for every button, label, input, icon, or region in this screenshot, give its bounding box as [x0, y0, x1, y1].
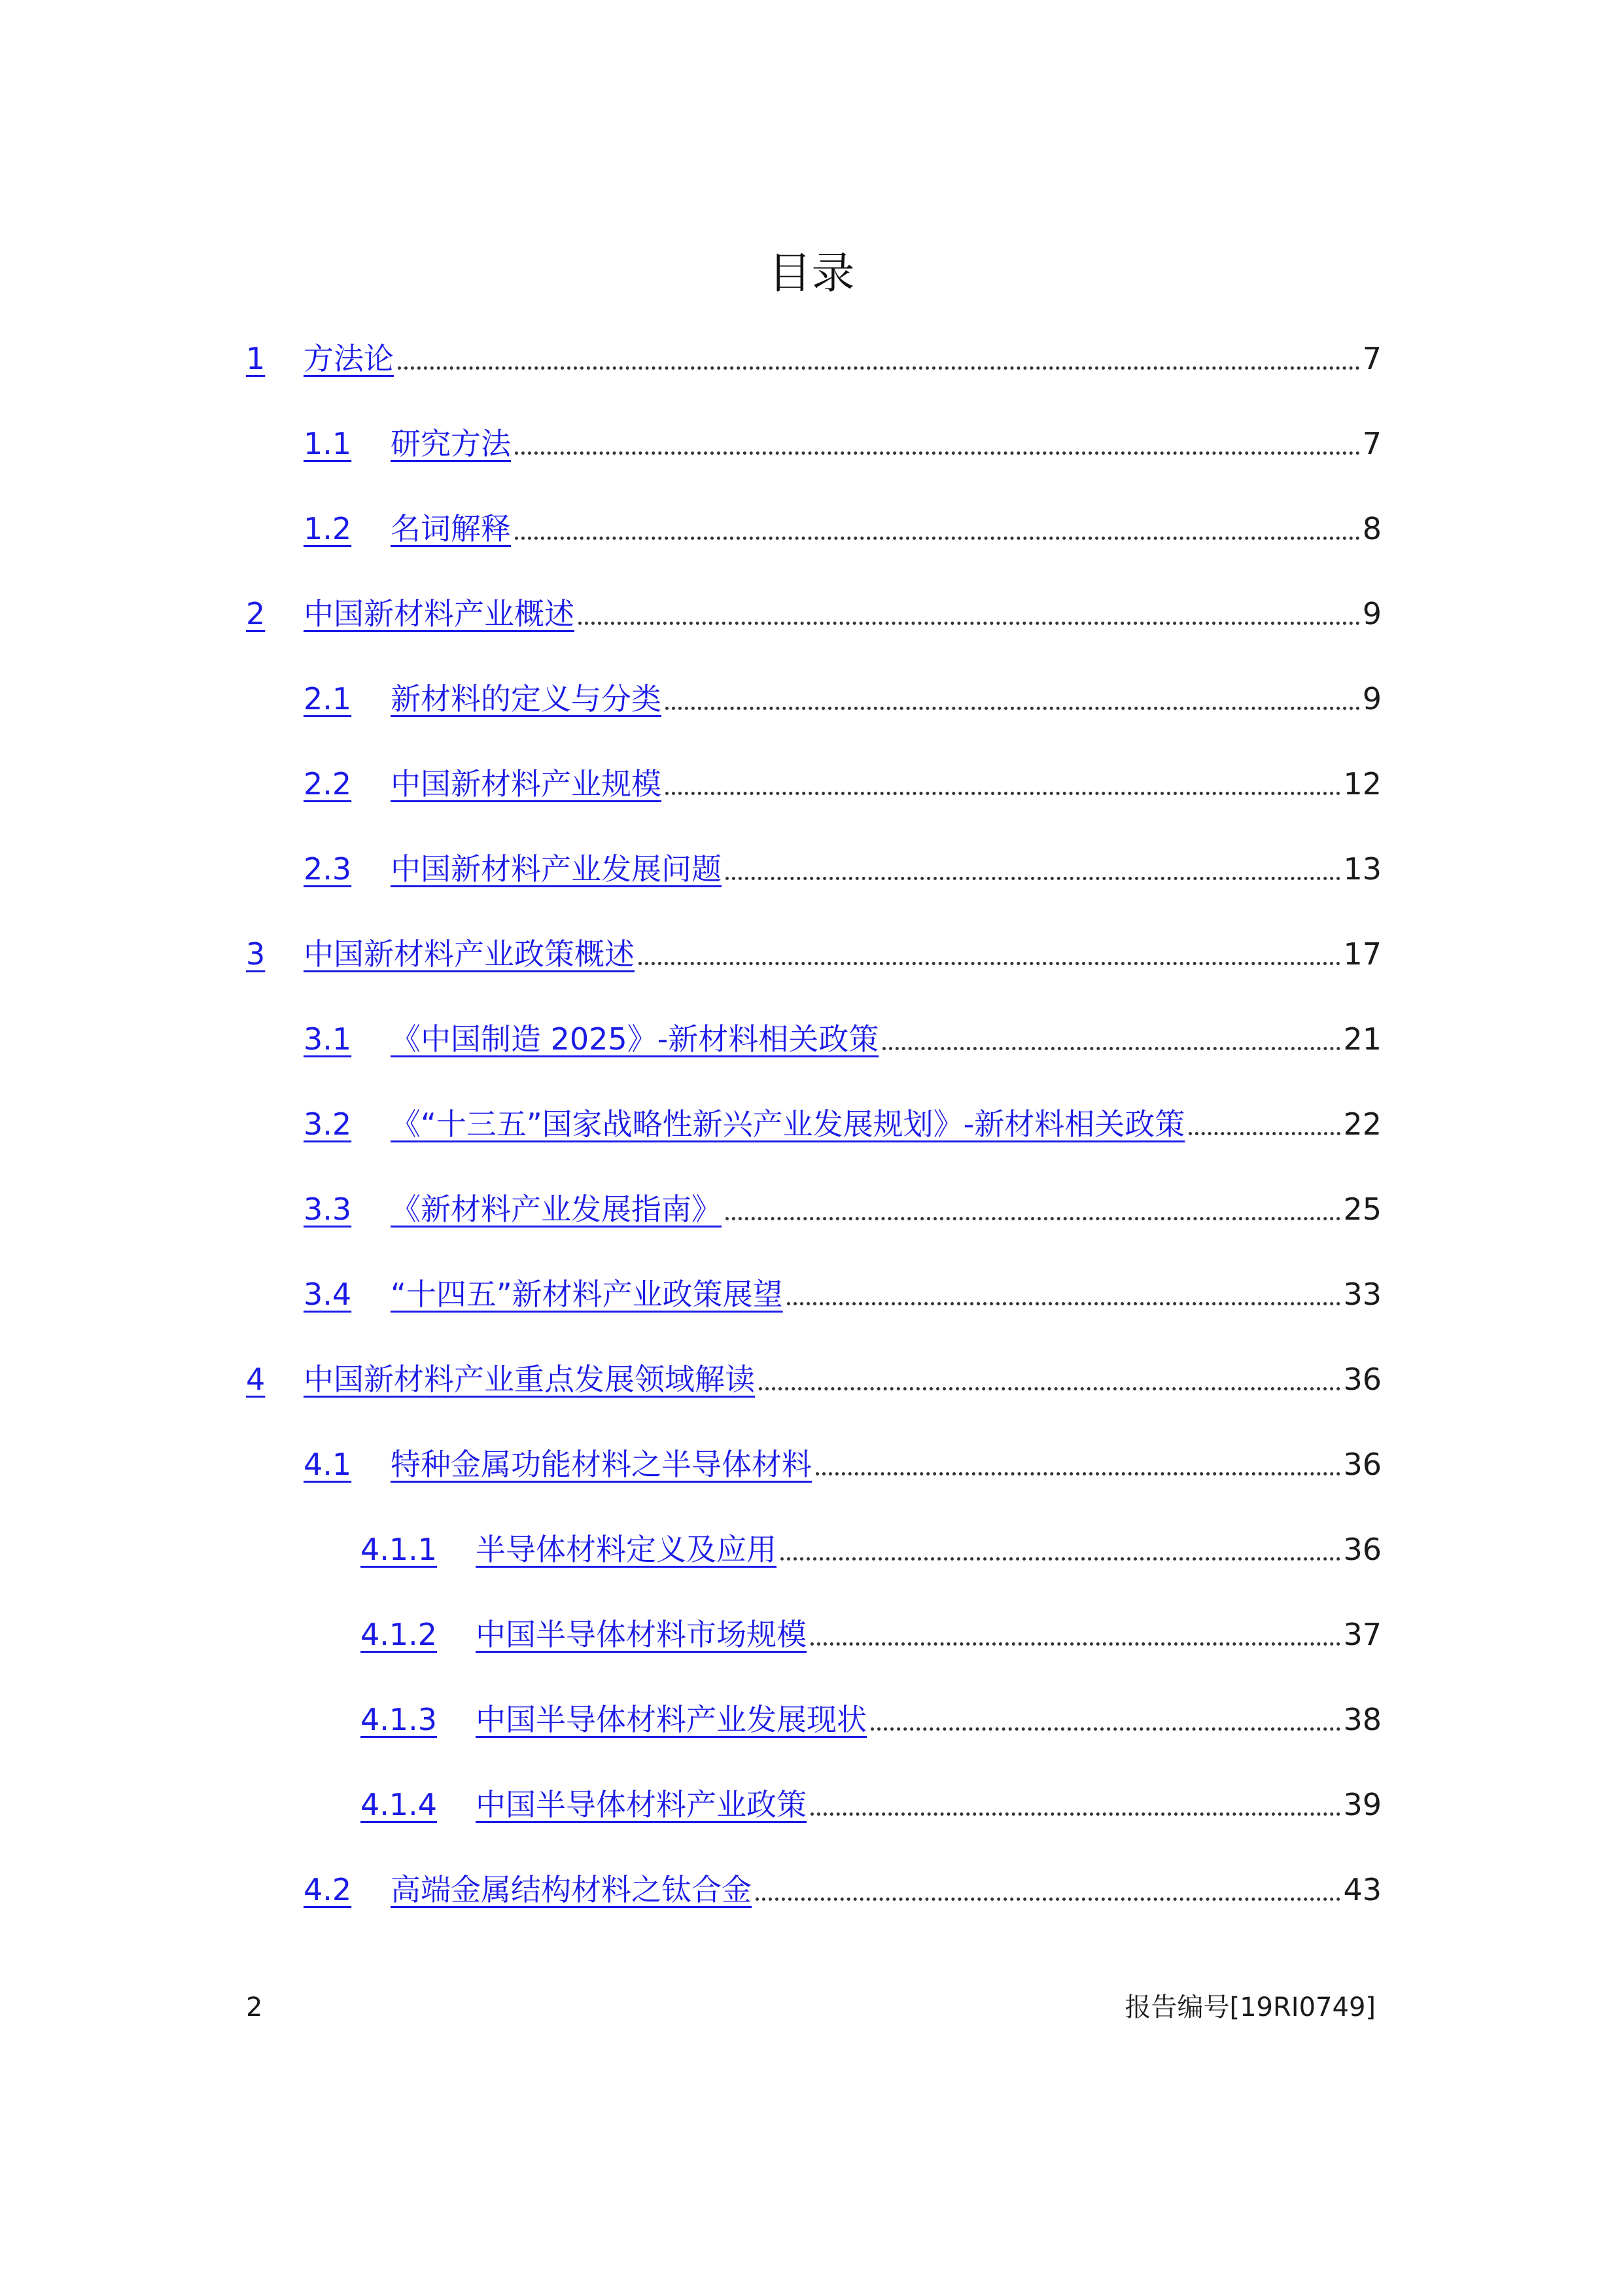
toc-entry-4-1-2[interactable] [360, 1610, 1382, 1654]
toc-entry-number[interactable]: 4 [246, 1362, 266, 1397]
toc-entry-page: 7 [1362, 426, 1382, 461]
footer-report-id: 报告编号[19RI0749] [1125, 1992, 1376, 2022]
dot-leader [1189, 1132, 1340, 1135]
dot-leader [638, 962, 1340, 965]
toc-entry-number[interactable]: 2 [246, 596, 266, 631]
dot-leader [756, 1898, 1340, 1901]
dot-leader [871, 1727, 1340, 1731]
toc-entry-title[interactable]: 《“十三五”国家战略性新兴产业发展规划》-新材料相关政策 [391, 1106, 1185, 1142]
toc-entry-page: 36 [1343, 1447, 1382, 1482]
toc-entry-title[interactable]: 高端金属结构材料之钛合金 [391, 1872, 752, 1907]
toc-entry-4-1-1[interactable] [360, 1525, 1382, 1569]
toc-entry-4-1-3[interactable] [360, 1695, 1382, 1739]
dot-leader [515, 537, 1360, 540]
toc-entry-number[interactable]: 2.2 [304, 766, 352, 802]
toc-entry-title[interactable]: 方法论 [304, 341, 394, 376]
toc-entry-number[interactable]: 3.4 [304, 1277, 352, 1312]
dot-leader [787, 1302, 1341, 1305]
toc-entry-title[interactable]: 《新材料产业发展指南》 [391, 1192, 722, 1227]
toc-entry-page: 7 [1362, 341, 1382, 376]
dot-leader [725, 877, 1340, 880]
dot-leader [665, 707, 1360, 710]
toc-entry-1-2[interactable] [304, 504, 1382, 548]
toc-entry-page: 12 [1343, 766, 1382, 802]
toc-entry-title[interactable]: 中国新材料产业概述 [304, 596, 574, 631]
toc-entry-3-1[interactable] [304, 1014, 1382, 1059]
toc-entry-2-1[interactable] [304, 674, 1382, 718]
toc-entry-2[interactable] [246, 589, 1382, 633]
toc-entry-number[interactable]: 4.1.4 [360, 1787, 438, 1822]
toc-entry-page: 13 [1343, 851, 1382, 887]
dot-leader [780, 1557, 1340, 1561]
dot-leader [578, 622, 1360, 625]
toc-entry-title[interactable]: 中国新材料产业规模 [391, 766, 661, 802]
toc-entry-title[interactable]: 中国半导体材料产业发展现状 [476, 1702, 867, 1737]
dot-leader [725, 1217, 1340, 1220]
toc-entry-number[interactable]: 4.2 [304, 1872, 352, 1907]
dot-leader [811, 1812, 1340, 1816]
toc-entry-page: 22 [1343, 1106, 1382, 1142]
toc-entry-number[interactable]: 3 [246, 936, 266, 972]
toc-entry-number[interactable]: 3.2 [304, 1106, 352, 1142]
toc-entry-page: 33 [1343, 1277, 1382, 1312]
dot-leader [515, 451, 1360, 455]
toc-entry-page: 43 [1343, 1872, 1382, 1907]
toc-entry-number[interactable]: 1.1 [304, 426, 352, 461]
toc-entry-title[interactable]: 中国半导体材料产业政策 [476, 1787, 807, 1822]
toc-entry-4-1[interactable] [304, 1439, 1382, 1484]
toc-entry-page: 38 [1343, 1702, 1382, 1737]
toc-entry-number[interactable]: 4.1 [304, 1447, 352, 1482]
dot-leader [398, 366, 1360, 370]
toc-entry-title[interactable]: 中国半导体材料市场规模 [476, 1617, 807, 1652]
footer-page-number: 2 [246, 1992, 263, 2022]
toc-entry-title[interactable]: 《中国制造 2025》-新材料相关政策 [391, 1021, 879, 1057]
toc-entry-title[interactable]: 中国新材料产业发展问题 [391, 851, 722, 887]
toc-entry-number[interactable]: 3.3 [304, 1192, 352, 1227]
toc-entry-page: 25 [1343, 1192, 1382, 1227]
toc-entry-3-2[interactable] [304, 1099, 1382, 1144]
toc-entry-page: 9 [1362, 596, 1382, 631]
toc-entry-title[interactable]: 研究方法 [391, 426, 511, 461]
toc-entry-title[interactable]: 半导体材料定义及应用 [476, 1532, 777, 1567]
toc-entry-title[interactable]: 特种金属功能材料之半导体材料 [391, 1447, 812, 1482]
toc-entry-title[interactable]: “十四五”新材料产业政策展望 [391, 1277, 783, 1312]
toc-entry-number[interactable]: 3.1 [304, 1021, 352, 1057]
toc-entry-1-1[interactable] [304, 419, 1382, 463]
toc-entry-page: 9 [1362, 681, 1382, 716]
toc-entry-page: 36 [1343, 1362, 1382, 1397]
dot-leader [759, 1387, 1340, 1390]
dot-leader [811, 1642, 1340, 1646]
toc-entry-title[interactable]: 名词解释 [391, 511, 511, 546]
page-title: 目录 [768, 248, 855, 298]
toc-entry-page: 36 [1343, 1532, 1382, 1567]
toc-entry-4-2[interactable] [304, 1865, 1382, 1909]
toc-entry-3[interactable] [246, 929, 1382, 974]
toc-entry-2-3[interactable] [304, 844, 1382, 889]
toc-entry-number[interactable]: 4.1.3 [360, 1702, 438, 1737]
toc-entry-page: 17 [1343, 936, 1382, 972]
toc-entry-4[interactable] [246, 1354, 1382, 1399]
dot-leader [816, 1472, 1340, 1475]
toc-entry-2-2[interactable] [304, 759, 1382, 804]
toc-entry-3-3[interactable] [304, 1184, 1382, 1229]
dot-leader [665, 792, 1340, 795]
toc-entry-title[interactable]: 新材料的定义与分类 [391, 681, 661, 716]
toc-entry-number[interactable]: 4.1.1 [360, 1532, 438, 1567]
dot-leader [882, 1047, 1340, 1050]
toc-entry-page: 8 [1362, 511, 1382, 546]
toc-entry-page: 37 [1343, 1617, 1382, 1652]
toc-entry-title[interactable]: 中国新材料产业政策概述 [304, 936, 635, 972]
toc-entry-number[interactable]: 2.1 [304, 681, 352, 716]
toc-entry-page: 21 [1343, 1021, 1382, 1057]
toc-entry-3-4[interactable] [304, 1269, 1382, 1314]
toc-entry-number[interactable]: 2.3 [304, 851, 352, 887]
toc-entry-number[interactable]: 4.1.2 [360, 1617, 438, 1652]
toc-entry-number[interactable]: 1 [246, 341, 266, 376]
toc-entry-page: 39 [1343, 1787, 1382, 1822]
toc-entry-4-1-4[interactable] [360, 1780, 1382, 1824]
toc-entry-number[interactable]: 1.2 [304, 511, 352, 546]
toc-entry-1[interactable] [246, 334, 1382, 378]
toc-entry-title[interactable]: 中国新材料产业重点发展领域解读 [304, 1362, 755, 1397]
